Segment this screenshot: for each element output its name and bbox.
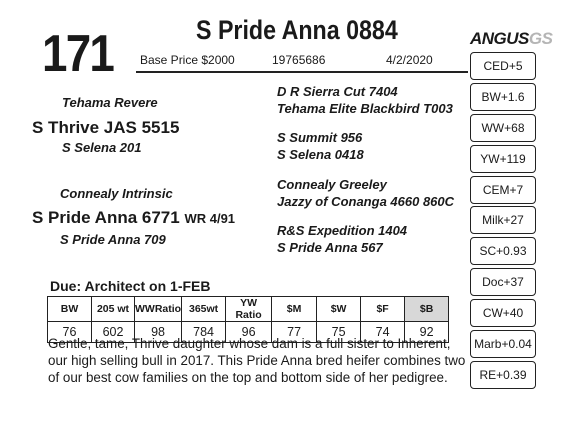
base-price: Base Price $2000: [140, 53, 235, 67]
dam-note: WR 4/91: [184, 211, 236, 226]
header-dollar-m: $M: [272, 297, 317, 322]
epd-milk: Milk+27: [470, 206, 536, 234]
dam-sire: Connealy Intrinsic: [60, 186, 173, 201]
animal-name: S Pride Anna 0884: [196, 15, 398, 45]
dam-dam-sire: R&S Expedition 1404: [277, 223, 408, 238]
header-ww-ratio: WWRatio: [135, 297, 182, 322]
sire-sire-sire: D R Sierra Cut 7404: [277, 84, 398, 99]
header-dollar-f: $F: [361, 297, 405, 322]
registration-number: 19765686: [272, 53, 326, 67]
header-yw-ratio: YW Ratio: [226, 297, 272, 322]
sire-dam: S Selena 201: [62, 140, 142, 155]
due-date: Due: Architect on 1-FEB: [50, 278, 211, 294]
header-dollar-b: $B: [405, 297, 449, 322]
value-ww-ratio: 98: [135, 322, 182, 343]
header-bw: BW: [48, 297, 92, 322]
header-divider: [136, 71, 468, 73]
sire-dam-dam: S Selena 0418: [277, 147, 364, 162]
epd-re: RE+0.39: [470, 361, 536, 389]
header-205wt: 205 wt: [92, 297, 135, 322]
epd-sc: SC+0.93: [470, 237, 536, 265]
header-dollar-w: $W: [317, 297, 361, 322]
lot-number: 171: [42, 25, 114, 83]
epd-cw: CW+40: [470, 299, 536, 327]
epd-column: [470, 52, 536, 392]
value-bw: 76: [48, 322, 92, 343]
epd-ced: CED+5: [470, 52, 536, 80]
sire-sire: Tehama Revere: [62, 95, 158, 110]
angus-logo: ANGUSGS: [470, 29, 553, 48]
performance-header-row: [48, 297, 449, 322]
epd-cem: CEM+7: [470, 176, 536, 204]
dam-name: S Pride Anna 6771: [32, 208, 180, 227]
value-dollar-w: 75: [317, 322, 361, 343]
description: Gentle, tame, Thrive daughter whose dam is a full sister to Inherent, our high selling bull in 2017. This Pride Anna bred heifer combines two of our best cow families on the top and bottom side of her pedigree.: [48, 336, 466, 385]
value-205wt: 602: [92, 322, 135, 343]
epd-yw: YW+119: [470, 145, 536, 173]
epd-bw: BW+1.6: [470, 83, 536, 111]
epd-marb: Marb+0.04: [470, 330, 536, 358]
sire-dam-sire: S Summit 956: [277, 130, 363, 145]
dam-sire-sire: Connealy Greeley: [277, 177, 387, 192]
dam-dam-dam: S Pride Anna 567: [277, 240, 383, 255]
header-365wt: 365wt: [182, 297, 226, 322]
value-dollar-m: 77: [272, 322, 317, 343]
sire-sire-dam: Tehama Elite Blackbird T003: [277, 101, 453, 116]
value-dollar-b: 92: [405, 322, 449, 343]
value-dollar-f: 74: [361, 322, 405, 343]
dam-dam: S Pride Anna 709: [60, 232, 166, 247]
dam: [32, 208, 235, 228]
epd-ww: WW+68: [470, 114, 536, 142]
value-365wt: 784: [182, 322, 226, 343]
epd-doc: Doc+37: [470, 268, 536, 296]
sire: S Thrive JAS 5515: [32, 118, 180, 137]
birth-date: 4/2/2020: [386, 53, 433, 67]
dam-sire-dam: Jazzy of Conanga 4660 860C: [277, 194, 455, 209]
value-yw-ratio: 96: [226, 322, 272, 343]
